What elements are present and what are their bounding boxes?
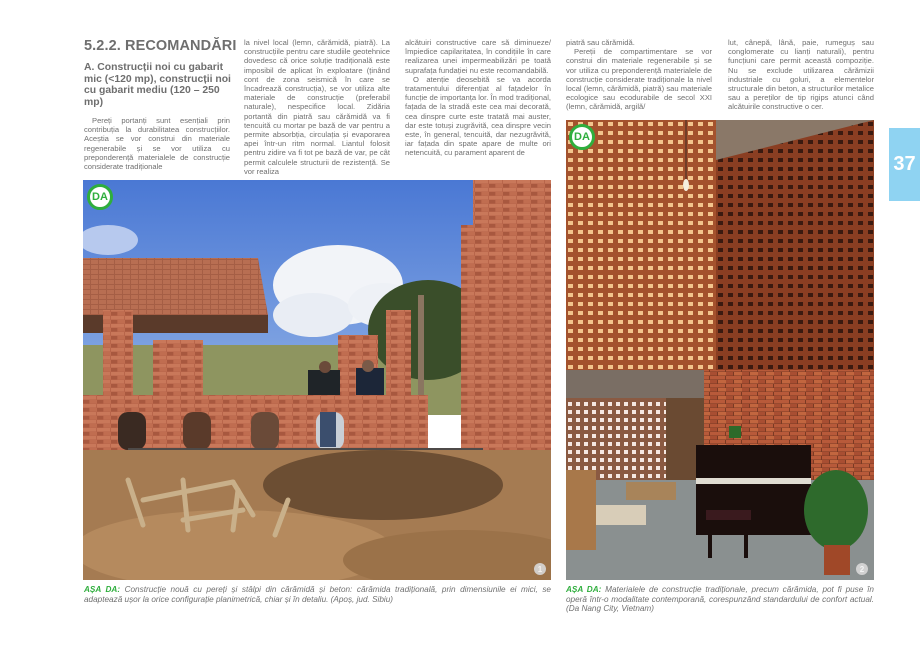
page-number: 37: [893, 153, 916, 175]
paragraph: lut, cânepă, lână, paie, rumeguș sau conglomerate cu lianți naturali), pentru funcțiuni care permit această compoziție. Nu se exclude utilizarea cărămizii industriale cu goluri, a elementelor structurale din beton, a structurilor metalice sau a pereților de tip rigips atunci când alcătuirile constructive o cer.: [728, 38, 874, 112]
text-column-4: [566, 38, 712, 112]
paragraph: la nivel local (lemn, cărămidă, piatră). La construcțiile pentru care studiile geotehnice dovedesc că orice soluție tradițională este imposibil de aplicat în exploatare (ținând cont de zona seismică în care se încadrează construcția), se vor utiliza alte materiale de construcție (preferabil naturale), nespecifice local. Zidăria portantă din piatră sau cărămidă va fi tencuită cu mortar pe bază de var pentru a permite absorbția, circulația și evaporarea apei într-un ritm normal. Liantul folosit pentru zidire va fi tot pe bază de var, pe cât permit calculele structurii de rezistență. Se vor realiza: [244, 38, 390, 176]
photo-caption-1: [84, 585, 551, 604]
photo-number: 2: [856, 563, 868, 575]
text-column-1: [84, 116, 230, 171]
section-subtitle: A. Construcții noi cu gabarit mic (<120 mp), construcții noi cu gabarit mediu (120 – 250 mp): [84, 62, 231, 108]
paragraph: O atenție deosebită se va acorda tratamentului diferențiat al fațadelor în funcție de importanța lor. În mod tradițional, fațada de la stradă este cea mai decorată, cea dinspre curte este tratată mai auster, dar este totuși zugrăvită, cea dinspre vecin este, în general, tencuită, dar nezugrăvită, iar fațada din spate apare de multe ori netencuită, cu parament aparent de: [405, 74, 551, 158]
paragraph: piatră sau cărămidă.: [566, 38, 635, 47]
photo-brick-interior: [566, 120, 874, 580]
approved-badge: DA: [569, 124, 595, 150]
photo-brick-interior-image: [566, 120, 874, 580]
text-column-3: [405, 38, 551, 158]
photo-caption-2: [566, 585, 874, 614]
section-title: 5.2.2. RECOMANDĂRI: [84, 38, 237, 54]
caption-lead: AȘA DA:: [84, 585, 121, 594]
paragraph: Pereții de compartimentare se vor construi din materiale regenerabile și se vor utiliza cu preponderență materialele de construcție considerate tradiționale la nivel local (lemn, cărămidă, piatră) sau materiale ecologice sau ecodurabile de secol XXI (lemn, cărămidă, argilă/: [566, 47, 712, 112]
paragraph: alcătuiri constructive care să diminueze/ împiedice capilaritatea, în condițiile în care realizarea unei impermeabilizări pe toată suprafața fundației nu este recomandabilă.: [405, 38, 551, 75]
photo-number: 1: [534, 563, 546, 575]
caption-text: Materialele de construcție tradiționale, precum cărămida, pot fi puse în operă într-o modalitate contemporană, corespunzând standardului de confort actual.(Da Nang City, Vietnam): [566, 585, 874, 614]
photo-brick-construction: [83, 180, 551, 580]
approved-badge: DA: [87, 184, 113, 210]
caption-lead: AȘA DA:: [566, 585, 602, 594]
text-column-2: [244, 38, 390, 176]
photo-brick-construction-image: [83, 180, 551, 580]
page-number-tab: [889, 128, 920, 201]
paragraph: Pereți portanți sunt esențiali prin contribuția la durabilitatea construcțiilor. Aceștia se vor construi din materiale regenerabile și se vor utiliza cu preponderență materialele de construcție considerate tradiționale: [84, 116, 230, 172]
caption-text: Construcție nouă cu pereți și stâlpi din cărămidă și beton: cărămida tradițională, prin dimensiunile ei mici, se adaptează ușor la orice configurație planimetrică, chiar și în detaliu. (Apoș, jud. Sibiu): [84, 585, 551, 604]
text-column-5: [728, 38, 874, 112]
